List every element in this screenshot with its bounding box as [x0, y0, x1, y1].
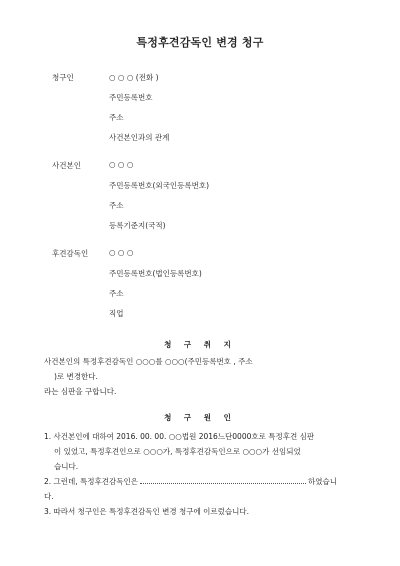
principal-id-label: 주민등록번호(외국인등록번호)	[109, 181, 210, 190]
principal-label: 사건본인	[52, 161, 81, 170]
petitioner-id-label: 주민등록번호	[109, 93, 153, 102]
supervisor-occupation-label: 직업	[109, 309, 124, 318]
principal-address-label: 주소	[109, 201, 124, 210]
supervisor-address-label: 주소	[109, 289, 124, 298]
cause-item-2-prefix: 2. 그런데, 특정후견감독인은	[44, 477, 139, 486]
principal-name-line: ○ ○ ○	[109, 160, 134, 169]
petitioner-address-label: 주소	[109, 113, 124, 122]
petitioner-name-line: ○ ○ ○ (전화 )	[109, 73, 159, 82]
purpose-line-1: 사건본인의 특정후견감독인 ○○○를 ○○○(주민등록번호 , 주소	[44, 357, 253, 366]
purpose-line-2: )로 변경한다.	[54, 372, 98, 381]
cause-heading: 청 구 원 인	[164, 413, 236, 422]
supervisor-id-label: 주민등록번호(법인등록번호)	[109, 269, 202, 278]
supervisor-name-line: ○ ○ ○	[109, 248, 134, 257]
cause-item-1-line-2: 이 있었고, 특정후견인으로 ○○○가, 특정후견감독인으로 ○○○가 선임되었	[54, 447, 301, 456]
petitioner-relation-label: 사건본인과의 관계	[109, 133, 170, 142]
cause-item-2-blank	[140, 483, 306, 484]
cause-item-2-suffix: 하였습니	[308, 477, 337, 486]
petitioner-label: 청구인	[52, 73, 74, 82]
cause-item-3: 3. 따라서 청구인은 특정후견감독인 변경 청구에 이르렀습니다.	[44, 507, 249, 516]
purpose-heading: 청 구 취 지	[164, 340, 236, 349]
document-title: 특정후견감독인 변경 청구	[136, 36, 264, 49]
cause-item-1-line-3: 습니다.	[54, 462, 79, 471]
purpose-line-3: 라는 심판을 구합니다.	[44, 387, 117, 396]
supervisor-label: 후견감독인	[52, 249, 89, 258]
cause-item-2-line-2: 다.	[44, 492, 54, 501]
principal-registry-label: 등록기준지(국적)	[109, 221, 166, 230]
cause-item-1-line-1: 1. 사건본인에 대하여 2016. 00. 00. ○○법원 2016느단0000호로 특정후견 심판	[44, 432, 315, 441]
cause-item-2-line-1	[44, 476, 337, 487]
